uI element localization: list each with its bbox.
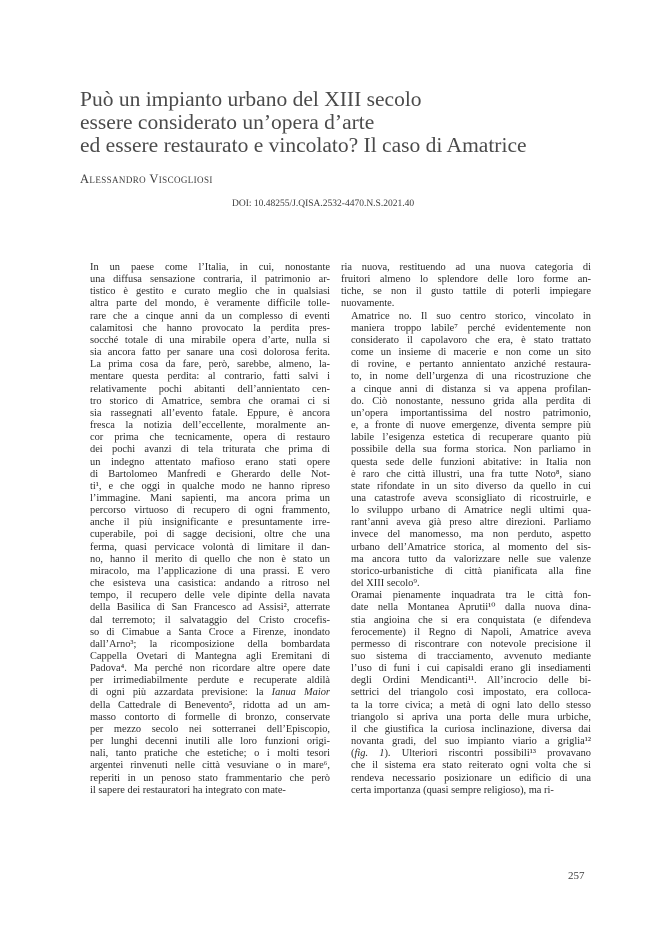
text-line: ti¹, e che oggi in qualche modo ne hanno ripreso — [90, 480, 330, 492]
text-line: una diffusa sensazione contraria, il patrimonio ar- — [90, 274, 330, 286]
text-line: do. Ciò nonostante, nessuno grida alla perdita di — [351, 395, 591, 407]
text-line: dei pochi avanzi di tela triturata che prima di — [90, 444, 330, 456]
text-line: socché totale di una mirabile opera d’arte, nulla si — [90, 334, 330, 346]
text-line: l’uso di funi i cui capisaldi erano gli insediamenti — [351, 663, 591, 675]
text-line: storico-urbanistiche di città pianificata alla fine — [351, 565, 591, 577]
text-line: permesso di riscontrare con notevole precisione il — [351, 638, 591, 650]
text-line: state rifondate in un sito diverso da quello in cui — [351, 480, 591, 492]
text-line: altra parte del mondo, è veramente difficile tolle- — [90, 298, 330, 310]
text-line: lo sviluppo urbano di Amatrice negli ultimi qua- — [351, 505, 591, 517]
text-line: una catastrofe aveva sconsigliato di ricostruirle, e — [351, 492, 591, 504]
text-line: ria nuova, restituendo ad una nuova categoria di — [341, 262, 591, 273]
text-line: ferma, quasi pervicace volontà di limitare il dan- — [90, 541, 330, 553]
text-line: (fig. 1). Ulteriori riscontri possibili¹³ provavano — [351, 748, 591, 760]
text-line: invece del manomesso, ma non perduto, aspetto — [351, 529, 591, 541]
text-line: l’immagine. Mani sapienti, ma ancora prima un — [90, 492, 330, 504]
text-line: reperiti in un penoso stato frammentario che però — [90, 772, 330, 784]
text-line: per lunghi decenni inutili alle loro funzioni origi- — [90, 736, 330, 748]
doi-identifier: DOI: 10.48255/J.QISA.2532-4470.N.S.2021.40 — [232, 199, 415, 209]
text-line: del XIII secolo⁹. — [351, 578, 420, 590]
text-line: Cappella Ovetari di Mantegna agli Eremitani di — [90, 651, 330, 662]
text-line: masso contorto di formelle di bronzo, conservate — [90, 711, 330, 723]
text-line: per irrimediabilmente perdute e recuperate aldilà — [90, 675, 330, 687]
text-line: labile l’esigenza estetica di recuperare quanto più — [351, 432, 591, 444]
text-line: percorso virtuoso di recupero di ogni frammento, — [90, 505, 330, 517]
text-line: un indegno attentato mafioso erano stati opere — [90, 456, 330, 468]
text-line: anche il più insignificante e presuntamente irre- — [90, 517, 330, 529]
text-line: maniera troppo labile⁷ perché evidentemente non — [351, 322, 591, 334]
text-line: a cinque anni di distanza si va appena profilan- — [351, 383, 591, 395]
text-line: tro storico di Amatrice, sembra che oramai ci si — [90, 395, 330, 407]
text-line: stia angioina che si era conquistata (e difendeva — [351, 614, 591, 626]
title-line: essere considerato un’opera d’arte — [80, 110, 375, 134]
text-line: sia rassegnati all’evento fatale. Eppure, è ancora — [90, 407, 330, 419]
text-line: nuovamente. — [341, 298, 395, 310]
title-line: Può un impianto urbano del XIII secolo — [80, 87, 422, 111]
text-line: settrici del triangolo così impostato, era colloca- — [351, 687, 591, 699]
text-line: di ogni più azzardata previsione: la Ianua Maior — [90, 687, 330, 699]
text-line: rare che a cinque anni da un complesso di eventi — [90, 310, 330, 322]
text-line: so di Cimabue a Santa Croce a Firenze, inondato — [90, 626, 330, 638]
body-paragraph — [341, 590, 591, 797]
text-line: considerato il capolavoro che era, è stato trattato — [351, 334, 591, 346]
text-line: suo sistema di tracciamento, avvenuto mediante — [351, 651, 591, 662]
text-line: novanta gradi, del suo impianto viario a griglia¹² — [351, 736, 591, 748]
text-line: cor prima che tecnicamente, opera di restauro — [90, 432, 330, 444]
text-line: triangolo si apriva una porta delle mura urbiche, — [351, 711, 591, 723]
text-line: che il sistema era stato reiterato ogni volta che si — [351, 760, 591, 772]
text-line: date nella Montanea Aprutii¹⁰ dalla nuova dina- — [351, 602, 591, 614]
text-line: fresca la notizia dell’eccellente, moralmente an- — [90, 420, 330, 432]
text-line: argentei rinvenuti nelle città vesuviane o in mare⁶, — [90, 760, 330, 772]
text-line: tiche, se non il gusto tattile di poterli impiegare — [341, 286, 591, 298]
text-line: nali, tanto pratiche che estetiche; o i molti tesori — [90, 748, 330, 760]
text-line: di rovine, e pertanto annientato anziché restaura- — [351, 359, 591, 371]
text-line: il che giustifica la curiosa inclinazione, diversa dai — [351, 723, 591, 735]
body-paragraph — [80, 262, 330, 797]
text-line: che esisteva una casistica: andando a ritroso nel — [90, 578, 330, 590]
right-column — [341, 262, 591, 797]
text-line: degli Ordini Mendicanti¹¹. All’incrocio delle bi- — [351, 675, 591, 687]
text-line: ma ancora tutto da valorizzare nelle sue valenze — [351, 553, 591, 565]
text-line: no, hanno il merito di quello che non è stato un — [90, 553, 330, 565]
text-line: possibile della sua forma storica. Non parliamo in — [351, 444, 591, 456]
text-line: mentare questa perdita: al contrario, fatti salvi i — [90, 371, 330, 383]
text-line: cuperabile, poi di sagge decisioni, oltre che una — [90, 529, 330, 541]
text-line: miracolo, ma l’applicazione di una prassi. È vero — [90, 565, 330, 577]
text-line: In un paese come l’Italia, in cui, nonostante — [90, 262, 330, 273]
title-line: ed essere restaurato e vincolato? Il caso di Amatrice — [80, 133, 527, 157]
text-line: to, in nome dell’urgenza di una ricostruzione che — [351, 371, 591, 383]
text-line: della Basilica di San Francesco ad Assisi², atterrate — [90, 602, 330, 614]
text-line: sia ancora fatto per sanare una così dolorosa ferita. — [90, 347, 330, 359]
text-line: Padova⁴. Ma perché non ricordare altre opere date — [90, 663, 330, 675]
text-line: per mezzo secolo nei sotterranei dell’Episcopio, — [90, 723, 330, 735]
text-line: Amatrice no. Il suo centro storico, vincolato in — [351, 310, 591, 322]
text-line: come un insieme di macerie e non come un sito — [351, 347, 591, 359]
text-line: tempo, il recupero delle vele dipinte della navata — [90, 590, 330, 602]
text-line: questa sede delle funzioni abitative: in Italia non — [351, 456, 591, 468]
author-name: Alessandro Viscogliosi — [80, 172, 213, 186]
text-line: certa importanza (quasi sempre religioso), ma ri- — [351, 784, 554, 796]
text-line: urbano dell’Amatrice storica, al momento del sis- — [351, 541, 591, 553]
text-line: Oramai pienamente inquadrata tra le città fon- — [351, 590, 591, 602]
text-line: è raro che città illustri, una fra tutte Noto⁸, siano — [351, 468, 591, 480]
text-line: e, a fronte di nuove emergenze, diventa sempre più — [351, 420, 591, 432]
text-line: ferocemente) il Regno di Napoli, Amatrice aveva — [351, 626, 591, 638]
body-paragraph — [341, 311, 591, 591]
text-line: dal terremoto; il salvataggio del Cristo crocefis- — [90, 614, 330, 626]
text-line: di Bartolomeo Manfredi e Gherardo delle Not- — [90, 468, 330, 480]
left-column — [80, 262, 330, 797]
text-line: il sapere dei restauratori ha integrato con mate- — [90, 784, 286, 796]
text-line: calamitosi che hanno provocato la perdita pres- — [90, 322, 330, 334]
text-line: relativamente pochi abitanti dell’annientato cen- — [90, 383, 330, 395]
text-line: rant’anni aveva già preso altre direzioni. Parliamo — [351, 517, 591, 529]
text-line: rendeva necessario posizionare un edificio di una — [351, 772, 591, 784]
text-line: fruitori almeno lo splendore delle loro forme an- — [341, 274, 591, 286]
page-number: 257 — [568, 870, 585, 882]
text-line: ta la torre civica; a metà di ogni lato dello stesso — [351, 699, 591, 711]
text-line: dall’Arno³; la ricomposizione della bombardata — [90, 638, 330, 650]
text-line: tistico è gestito e curato meglio che in qualsiasi — [90, 286, 330, 298]
article-title — [80, 88, 600, 157]
text-line: un’opera importantissima del nostro patrimonio, — [351, 407, 591, 419]
text-line: della Cattedrale di Benevento⁵, ridotta ad un am- — [90, 699, 330, 711]
body-paragraph — [341, 262, 591, 311]
text-line: La prima cosa da fare, però, sarebbe, almeno, la- — [90, 359, 330, 371]
